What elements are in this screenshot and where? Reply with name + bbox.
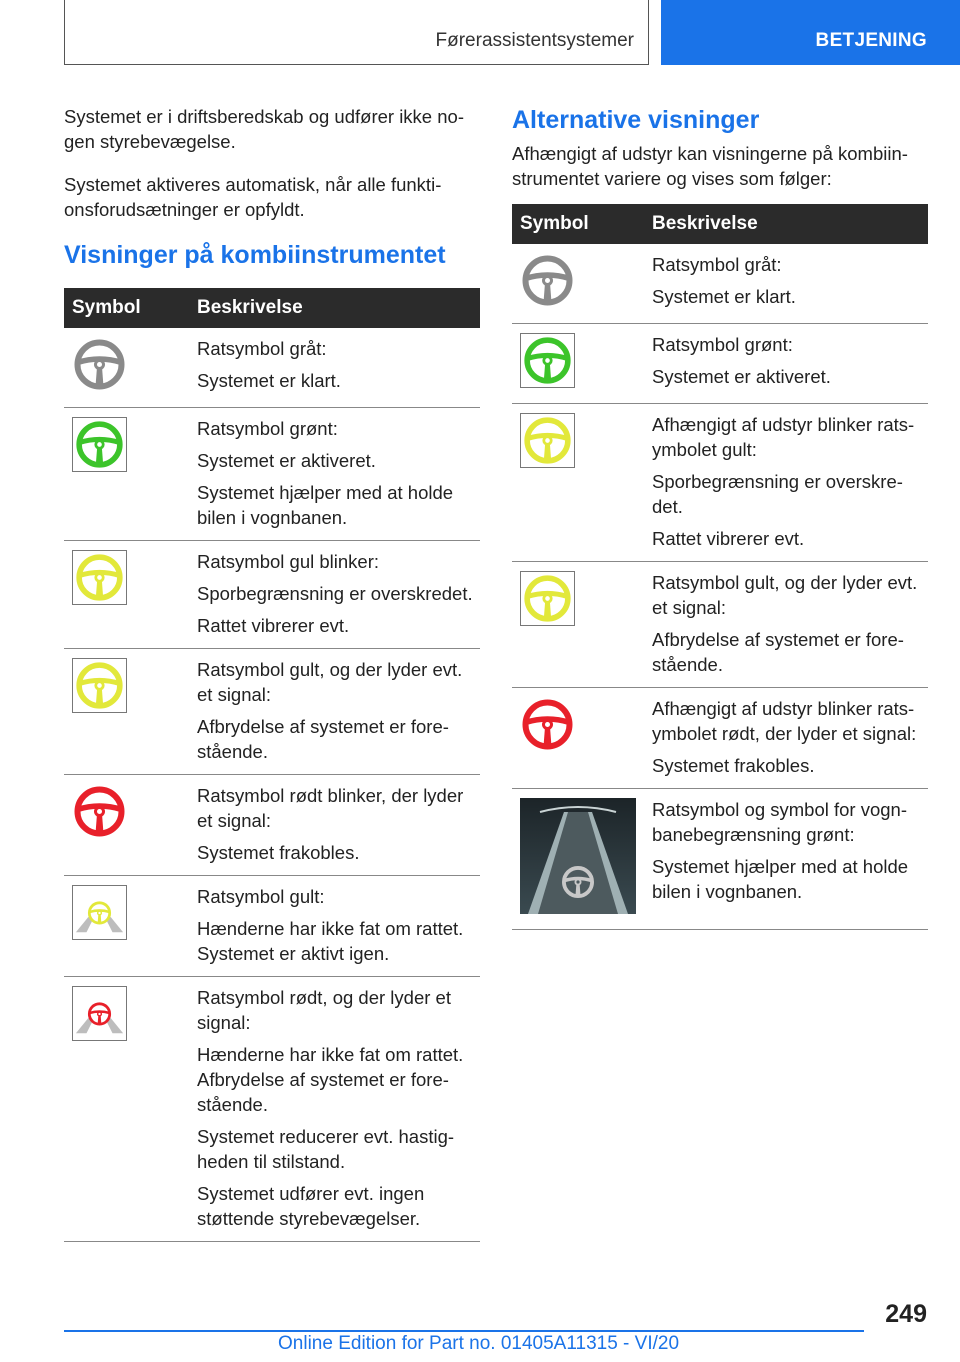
table-row (64, 977, 480, 1242)
description-line: Ratsymbol gråt: (197, 338, 327, 359)
description-cell (644, 244, 928, 324)
table-header-row (64, 288, 480, 328)
table-row (64, 408, 480, 541)
description-line: Systemet reducerer evt. hastigheden til stilstand. (197, 1126, 455, 1172)
description-line: Hænderne har ikke fat om rattet. Afbrydelse af systemet er forestående. (197, 1044, 464, 1115)
description-line: Ratsymbol gråt: (652, 254, 782, 275)
description-line: Ratsymbol gul blinker: (197, 551, 379, 572)
description-line: Systemet er aktiveret. (652, 366, 831, 387)
header-chapter-box (64, 0, 649, 65)
steering-wheel-gray-icon (520, 253, 575, 308)
lane-limit-display-icon (520, 798, 636, 914)
description-line: Afbrydelse af systemet er forestående. (197, 716, 449, 762)
table-row (512, 324, 928, 404)
description-cell (644, 789, 928, 930)
description-line: Systemet hjælper med at holde bilen i vognbanen. (652, 856, 909, 902)
description-line: Hænderne har ikke fat om rattet. Systemet er aktivt igen. (197, 918, 464, 964)
column-header-description: Beskrivelse (644, 204, 928, 244)
section-heading: Alternative visninger (512, 106, 760, 134)
description-cell (644, 404, 928, 562)
symbol-cell (64, 876, 189, 977)
page-number: 249 (885, 1300, 927, 1328)
description-line: Systemet er klart. (197, 370, 341, 391)
description-line: Afbrydelse af systemet er forestående. (652, 629, 904, 675)
description-cell (189, 775, 480, 876)
description-line: Ratsymbol gult: (197, 886, 325, 907)
steering-wheel-green-icon (520, 333, 575, 388)
paragraph: Systemet aktiveres automatisk, når alle funktionsforudsætninger er opfyldt. (64, 174, 442, 220)
description-line: Ratsymbol gult, og der lyder evt. et signal: (197, 659, 463, 705)
symbol-table-left (64, 288, 480, 1242)
footer-divider (64, 1330, 864, 1332)
symbol-cell (512, 404, 644, 562)
description-line: Ratsymbol grønt: (197, 418, 338, 439)
description-line: Ratsymbol rødt blinker, der lyder et signal: (197, 785, 464, 831)
section-heading: Visninger på kombiinstrumentet (64, 241, 446, 269)
symbol-cell (64, 408, 189, 541)
table-row (64, 541, 480, 649)
description-line: Afhængigt af udstyr blinker ratsymbolet gult: (652, 414, 915, 460)
left-column (64, 104, 480, 1242)
column-header-symbol: Symbol (64, 288, 189, 328)
description-line: Systemet er aktiveret. (197, 450, 376, 471)
description-line: Sporbegrænsning er overskredet. (652, 471, 903, 517)
description-cell (644, 562, 928, 688)
symbol-cell (64, 328, 189, 408)
description-line: Rattet vibrerer evt. (652, 528, 805, 549)
description-cell (644, 324, 928, 404)
description-cell (189, 328, 480, 408)
table-row (512, 562, 928, 688)
steering-wheel-yellow-icon (520, 571, 575, 626)
steering-wheel-gray-icon (72, 337, 127, 392)
description-cell (189, 649, 480, 775)
symbol-cell (64, 977, 189, 1242)
description-line: Ratsymbol grønt: (652, 334, 793, 355)
symbol-cell (64, 541, 189, 649)
table-header-row (512, 204, 928, 244)
hands-off-red-icon (72, 986, 127, 1041)
description-line: Systemet er klart. (652, 286, 796, 307)
description-line: Ratsymbol gult, og der lyder evt. et signal: (652, 572, 918, 618)
hands-off-yellow-icon (72, 885, 127, 940)
steering-wheel-yellow-icon (520, 413, 575, 468)
table-row (512, 244, 928, 324)
description-line: Systemet frakobles. (197, 842, 360, 863)
description-cell (644, 688, 928, 789)
table-row (512, 404, 928, 562)
header-chapter-title: Førerassistentsystemer (435, 30, 634, 51)
description-line: Systemet udfører evt. ingen støttende styrebevægelser. (197, 1183, 425, 1229)
table-row (64, 876, 480, 977)
description-cell (189, 977, 480, 1242)
steering-wheel-red-icon (520, 697, 575, 752)
description-line: Ratsymbol rødt, og der lyder et signal: (197, 987, 451, 1033)
header-section-title: BETJENING (815, 30, 927, 51)
description-line: Systemet frakobles. (652, 755, 815, 776)
table-row (64, 775, 480, 876)
description-cell (189, 541, 480, 649)
header-section-box (661, 0, 960, 65)
column-header-description: Beskrivelse (189, 288, 480, 328)
table-row (512, 688, 928, 789)
table-row (64, 649, 480, 775)
steering-wheel-green-icon (72, 417, 127, 472)
symbol-cell (64, 775, 189, 876)
footer-edition: Online Edition for Part no. 01405A11315 - VI/20 (278, 1333, 680, 1354)
description-line: Afhængigt af udstyr blinker ratsymbolet rødt, der lyder et signal: (652, 698, 917, 744)
intro-paragraph: Afhængigt af udstyr kan visningerne på kombiinstrumentet variere og vises som følger: (512, 143, 908, 189)
symbol-cell (512, 789, 644, 930)
description-line: Ratsymbol og symbol for vognbanebegrænsning grønt: (652, 799, 908, 845)
description-cell (189, 408, 480, 541)
symbol-cell (512, 688, 644, 789)
description-line: Systemet hjælper med at holde bilen i vognbanen. (197, 482, 454, 528)
description-line: Rattet vibrerer evt. (197, 615, 350, 636)
paragraph: Systemet er i driftsberedskab og udfører ikke nogen styrebevægelse. (64, 106, 464, 152)
description-line: Sporbegrænsning er overskredet. (197, 583, 473, 604)
steering-wheel-yellow-icon (72, 550, 127, 605)
table-row (64, 328, 480, 408)
steering-wheel-yellow-icon (72, 658, 127, 713)
table-row (512, 789, 928, 930)
description-cell (189, 876, 480, 977)
symbol-table-right (512, 204, 928, 930)
steering-wheel-red-icon (72, 784, 127, 839)
symbol-cell (512, 562, 644, 688)
symbol-cell (512, 324, 644, 404)
right-column (512, 104, 928, 930)
symbol-cell (64, 649, 189, 775)
symbol-cell (512, 244, 644, 324)
column-header-symbol: Symbol (512, 204, 644, 244)
